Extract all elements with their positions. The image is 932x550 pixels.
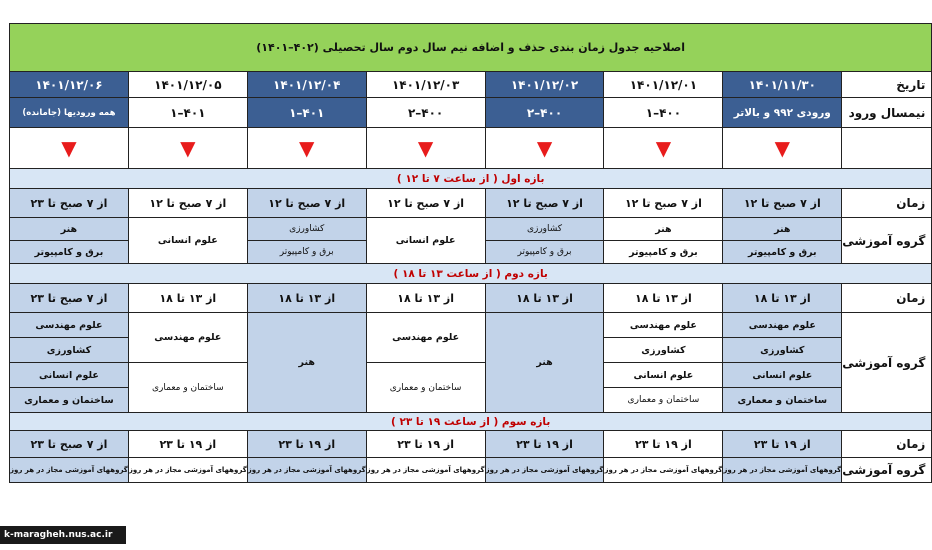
band2-time-0: از ۱۳ تا ۱۸ [723, 284, 842, 313]
date-col-6: ۱۴۰۱/۱۲/۰۶ [10, 72, 129, 98]
band1-c0-g1: برق و کامپیوتر [723, 241, 842, 264]
band2-time-3: از ۱۳ تا ۱۸ [366, 284, 485, 313]
band2-time-6: از ۷ صبح تا ۲۳ [10, 284, 129, 313]
band2-time-1: از ۱۳ تا ۱۸ [604, 284, 723, 313]
entry-col-4: ۴۰۱–۱ [247, 98, 366, 128]
group-label: گروه آموزشی [842, 458, 932, 483]
band2-c3-g0: علوم مهندسی [366, 313, 485, 363]
down-arrow-icon: ▼ [180, 135, 196, 160]
band2-c2-g0: هنر [485, 313, 604, 413]
band3-groups-4: گروههای آموزشی مجاز در هر روز [247, 458, 366, 483]
arrow-row-spacer [842, 128, 932, 169]
band2-c3-g1: ساختمان و معماری [366, 363, 485, 413]
band2-c0-g3: ساختمان و معماری [723, 388, 842, 413]
date-label: تاریخ [842, 72, 932, 98]
band1-c3-g0: علوم انسانی [366, 218, 485, 264]
band1-title: بازه اول ( از ساعت ۷ تا ۱۲ ) [10, 169, 932, 189]
band2-c6-g3: ساختمان و معماری [10, 388, 129, 413]
band1-c2-g0: کشاورزی [485, 218, 604, 241]
band2-time-4: از ۱۳ تا ۱۸ [247, 284, 366, 313]
date-col-3: ۱۴۰۱/۱۲/۰۳ [366, 72, 485, 98]
band3-groups-2: گروههای آموزشی مجاز در هر روز [485, 458, 604, 483]
band3-groups-6: گروههای آموزشی مجاز در هر روز [10, 458, 129, 483]
band2-c6-g0: علوم مهندسی [10, 313, 129, 338]
band1-c4-g0: کشاورزی [247, 218, 366, 241]
band3-groups-0: گروههای آموزشی مجاز در هر روز [723, 458, 842, 483]
band1-time-3: از ۷ صبح تا ۱۲ [366, 189, 485, 218]
band3-time-5: از ۱۹ تا ۲۳ [128, 431, 247, 458]
band3-groups-1: گروههای آموزشی مجاز در هر روز [604, 458, 723, 483]
date-col-5: ۱۴۰۱/۱۲/۰۵ [128, 72, 247, 98]
down-arrow-icon: ▼ [417, 135, 434, 160]
band3-groups-5: گروههای آموزشی مجاز در هر روز [128, 458, 247, 483]
band1-c4-g1: برق و کامپیوتر [247, 241, 366, 264]
down-arrow-icon: ▼ [774, 135, 790, 160]
band3-groups-3: گروههای آموزشی مجاز در هر روز [366, 458, 485, 483]
entry-col-0: ورودی ۹۹۲ و بالاتر [723, 98, 842, 128]
entry-col-6: همه ورودیها (جامانده) [10, 98, 129, 128]
time-label: زمان [842, 431, 932, 458]
time-label: زمان [842, 189, 932, 218]
band2-c5-g1: ساختمان و معماری [128, 363, 247, 413]
band3-time-1: از ۱۹ تا ۲۳ [604, 431, 723, 458]
band2-c0-g2: علوم انسانی [723, 363, 842, 388]
date-col-2: ۱۴۰۱/۱۲/۰۲ [485, 72, 604, 98]
group-label: گروه آموزشی [842, 313, 932, 413]
band3-title: بازه سوم ( از ساعت ۱۹ تا ۲۳ ) [10, 413, 932, 431]
band2-title: بازه دوم ( از ساعت ۱۳ تا ۱۸ ) [10, 264, 932, 284]
date-col-4: ۱۴۰۱/۱۲/۰۴ [247, 72, 366, 98]
band2-c5-g0: علوم مهندسی [128, 313, 247, 363]
band1-c0-g0: هنر [723, 218, 842, 241]
table-title: اصلاحیه جدول زمان بندی حذف و اضافه نیم سال دوم سال تحصیلی (۴۰۲–۱۴۰۱) [10, 24, 932, 72]
band2-c1-g3: ساختمان و معماری [604, 388, 723, 413]
band2-c6-g1: کشاورزی [10, 338, 129, 363]
band2-c1-g1: کشاورزی [604, 338, 723, 363]
entry-col-2: ۴۰۰–۲ [485, 98, 604, 128]
entry-col-5: ۴۰۱–۱ [128, 98, 247, 128]
band1-c5-g0: علوم انسانی [128, 218, 247, 264]
band1-c6-g0: هنر [10, 218, 129, 241]
band1-time-0: از ۷ صبح تا ۱۲ [723, 189, 842, 218]
down-arrow-icon: ▼ [61, 135, 77, 160]
band3-time-3: از ۱۹ تا ۲۳ [366, 431, 485, 458]
group-label: گروه آموزشی [842, 218, 932, 264]
band2-c1-g0: علوم مهندسی [604, 313, 723, 338]
band2-c1-g2: علوم انسانی [604, 363, 723, 388]
band3-time-4: از ۱۹ تا ۲۳ [247, 431, 366, 458]
time-label: زمان [842, 284, 932, 313]
band2-c0-g1: کشاورزی [723, 338, 842, 363]
band1-time-4: از ۷ صبح تا ۱۲ [247, 189, 366, 218]
band3-time-0: از ۱۹ تا ۲۳ [723, 431, 842, 458]
entry-label: نیمسال ورود [842, 98, 932, 128]
band2-time-5: از ۱۳ تا ۱۸ [128, 284, 247, 313]
band1-time-5: از ۷ صبح تا ۱۲ [128, 189, 247, 218]
band1-c1-g1: برق و کامپیوتر [604, 241, 723, 264]
band1-c2-g1: برق و کامپیوتر [485, 241, 604, 264]
band2-c6-g2: علوم انسانی [10, 363, 129, 388]
band2-time-2: از ۱۳ تا ۱۸ [485, 284, 604, 313]
down-arrow-icon: ▼ [655, 135, 672, 160]
entry-col-1: ۴۰۰–۱ [604, 98, 723, 128]
schedule-table [9, 23, 932, 483]
band1-time-1: از ۷ صبح تا ۱۲ [604, 189, 723, 218]
band1-time-6: از ۷ صبح تا ۲۳ [10, 189, 129, 218]
date-col-0: ۱۴۰۱/۱۱/۳۰ [723, 72, 842, 98]
band1-c1-g0: هنر [604, 218, 723, 241]
band2-c4-g0: هنر [247, 313, 366, 413]
band1-time-2: از ۷ صبح تا ۱۲ [485, 189, 604, 218]
band1-c6-g1: برق و کامپیوتر [10, 241, 129, 264]
down-arrow-icon: ▼ [299, 135, 315, 160]
date-col-1: ۱۴۰۱/۱۲/۰۱ [604, 72, 723, 98]
entry-col-3: ۴۰۰–۲ [366, 98, 485, 128]
band2-c0-g0: علوم مهندسی [723, 313, 842, 338]
down-arrow-icon: ▼ [536, 135, 553, 160]
site-watermark: k-maragheh.nus.ac.ir [0, 526, 126, 544]
band3-time-2: از ۱۹ تا ۲۳ [485, 431, 604, 458]
band3-time-6: از ۷ صبح تا ۲۳ [10, 431, 129, 458]
